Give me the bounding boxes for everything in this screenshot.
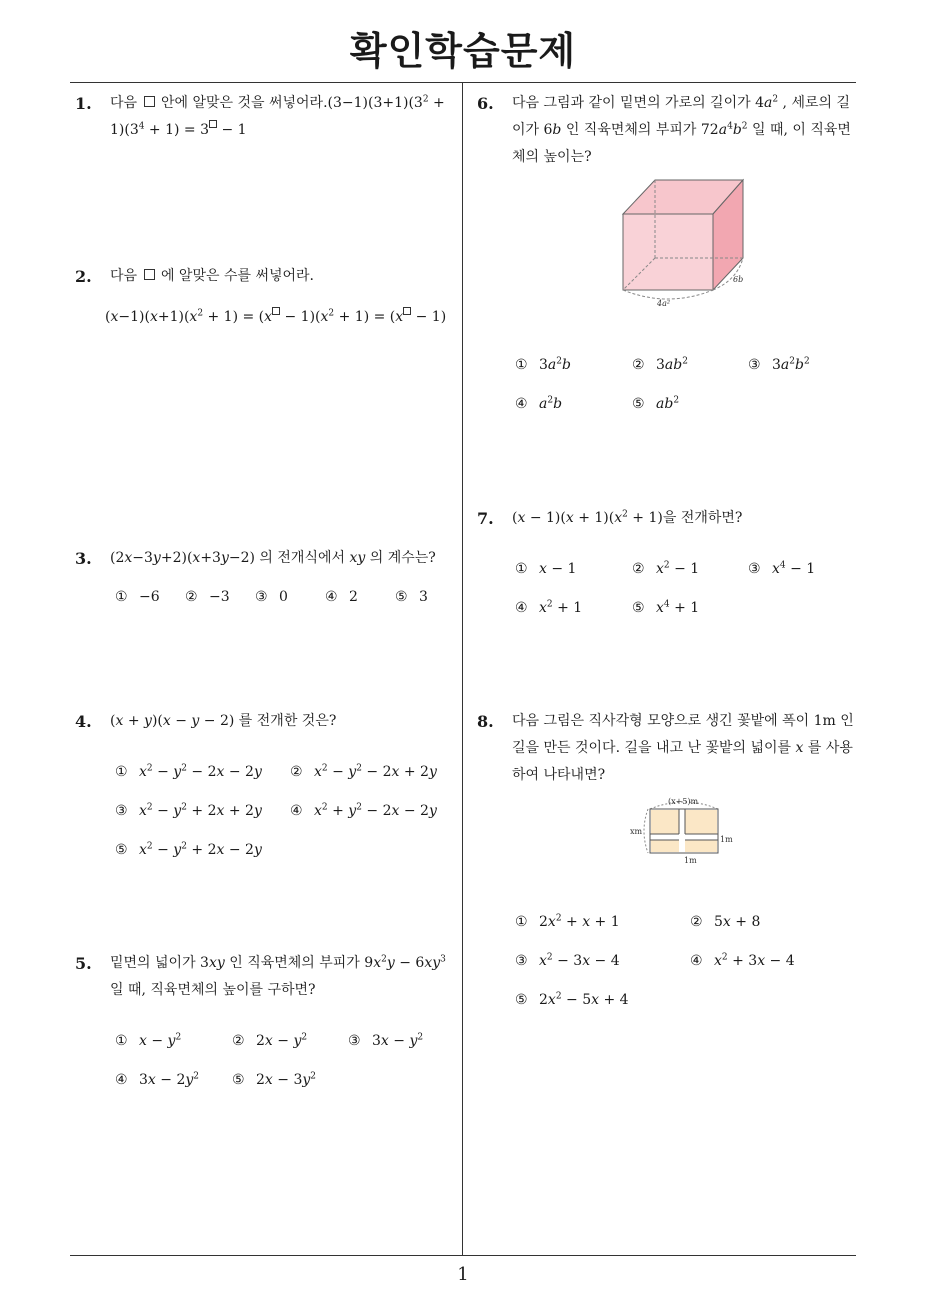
flowerbed-top-label: (x+5)m — [668, 797, 699, 806]
question-4 — [75, 708, 457, 876]
choice-2[interactable]: ② $x^2 - y^2 - 2x + 2y$ — [290, 763, 437, 780]
choice-4[interactable]: ④ $x^2 + y^2 - 2x - 2y$ — [290, 802, 437, 819]
question-2 — [75, 263, 457, 331]
choice-1[interactable]: ① x − 1 — [515, 561, 577, 577]
choice-2[interactable]: ② $3ab^2$ — [632, 356, 688, 373]
choice-1[interactable]: ① −6 — [115, 589, 160, 605]
choice-4[interactable]: ④ $3x - 2y^2$ — [115, 1071, 200, 1088]
question-5 — [75, 950, 457, 1106]
question-number: 1. — [75, 94, 92, 113]
question-stem: 다음 안에 알맞은 것을 써넣어라$.(3-1)(3+1)(3^2 + 1)(3^4 + 1) = 3 - 1$ — [110, 94, 445, 138]
question-stem: (x + y)(x − y − 2) 를 전개한 것은? — [110, 713, 337, 729]
question-6-choices — [477, 352, 862, 430]
question-number: 8. — [477, 712, 494, 731]
flowerbed-left-label: xm — [630, 827, 643, 836]
choice-2[interactable]: ② $2x - y^2$ — [232, 1032, 308, 1049]
choice-3[interactable]: ③ $3x - y^2$ — [348, 1032, 424, 1049]
question-stem: 다음 에 알맞은 수를 써넣어라. — [110, 268, 314, 284]
question-stem: $(x - 1)(x + 1)(x^2 + 1)$을 전개하면? — [512, 509, 743, 526]
question-number: 5. — [75, 954, 92, 973]
choice-5[interactable]: ⑤ $x^2 - y^2 + 2x - 2y$ — [115, 841, 262, 858]
flowerbed-right-label: 1m — [720, 835, 733, 844]
question-stem: (2x−3y+2)(x+3y−2) 의 전개식에서 xy 의 계수는? — [110, 550, 436, 566]
choice-5[interactable]: ⑤ $2x - 3y^2$ — [232, 1071, 317, 1088]
choice-list — [515, 909, 862, 1026]
flowerbed-figure — [628, 795, 740, 867]
choice-4[interactable]: ④ $a^2b$ — [515, 395, 563, 412]
question-stem: 밑면의 넓이가 3xy 인 직육면체의 부피가 $9x^2y - 6xy^3$ 일 때, 직육면체의 높이를 구하면? — [110, 954, 446, 998]
choice-3[interactable]: ③ 0 — [255, 589, 288, 605]
question-1 — [75, 90, 457, 144]
footer-rule — [70, 1255, 856, 1256]
choice-3[interactable]: ③ $x^2 - 3x - 4$ — [515, 952, 620, 969]
question-number: 6. — [477, 94, 494, 113]
flowerbed-bottom-label: 1m — [684, 856, 697, 865]
question-stem: 다음 그림과 같이 밑면의 가로의 길이가 $4a^2$ , 세로의 길이가 6b 인 직육면체의 부피가 $72a^4b^2$ 일 때, 이 직육면체의 높이는? — [512, 94, 851, 165]
question-expression: $(x-1)(x+1)(x^2 + 1) = (x - 1)(x^2 + 1) = (x - 1)$ — [105, 308, 447, 325]
question-stem: 다음 그림은 직사각형 모양으로 생긴 꽃밭에 폭이 1m 인 길을 만든 것이다. 길을 내고 난 꽃밭의 넓이를 x 를 사용하여 나타내면? — [512, 713, 854, 783]
question-8 — [477, 708, 862, 789]
question-6 — [477, 90, 862, 171]
choice-2[interactable]: ② 5x + 8 — [690, 914, 761, 930]
question-3 — [75, 545, 457, 623]
choice-5[interactable]: ⑤ $ab^2$ — [632, 395, 680, 412]
question-number: 2. — [75, 267, 92, 286]
question-number: 7. — [477, 509, 494, 528]
choice-5[interactable]: ⑤ $x^4 + 1$ — [632, 599, 700, 616]
choice-5[interactable]: ⑤ 3 — [395, 589, 428, 605]
question-8-choices — [477, 909, 862, 1026]
page-number: 1 — [457, 1264, 469, 1285]
choice-3[interactable]: ③ $3a^2b^2$ — [748, 356, 810, 373]
choice-3[interactable]: ③ $x^4 - 1$ — [748, 560, 816, 577]
question-7 — [477, 505, 862, 634]
question-number: 4. — [75, 712, 92, 731]
choice-4[interactable]: ④ $x^2 + 1$ — [515, 599, 583, 616]
choice-list — [115, 584, 457, 623]
choice-1[interactable]: ① $2x^2 + x + 1$ — [515, 913, 620, 930]
choice-2[interactable]: ② −3 — [185, 589, 230, 605]
cuboid-depth-label: 6b — [733, 275, 744, 284]
choice-4[interactable]: ④ 2 — [325, 589, 358, 605]
cuboid-width-label: 4a² — [657, 299, 671, 308]
choice-1[interactable]: ① $x^2 - y^2 - 2x - 2y$ — [115, 763, 262, 780]
choice-4[interactable]: ④ $x^2 + 3x - 4$ — [690, 952, 795, 969]
choice-list — [515, 556, 862, 634]
choice-list — [115, 1028, 457, 1106]
page-title: 확인학습문제 — [349, 29, 577, 73]
header-rule — [70, 82, 856, 83]
column-divider — [462, 83, 463, 1255]
choice-1[interactable]: ① $3a^2b$ — [515, 356, 571, 373]
choice-2[interactable]: ② $x^2 - 1$ — [632, 560, 700, 577]
choice-5[interactable]: ⑤ $2x^2 - 5x + 4$ — [515, 991, 629, 1008]
choice-1[interactable]: ① $x - y^2$ — [115, 1032, 182, 1049]
cuboid-figure — [615, 172, 755, 312]
question-number: 3. — [75, 549, 92, 568]
choice-list — [115, 759, 457, 876]
choice-list — [515, 352, 862, 430]
choice-3[interactable]: ③ $x^2 - y^2 + 2x + 2y$ — [115, 802, 262, 819]
